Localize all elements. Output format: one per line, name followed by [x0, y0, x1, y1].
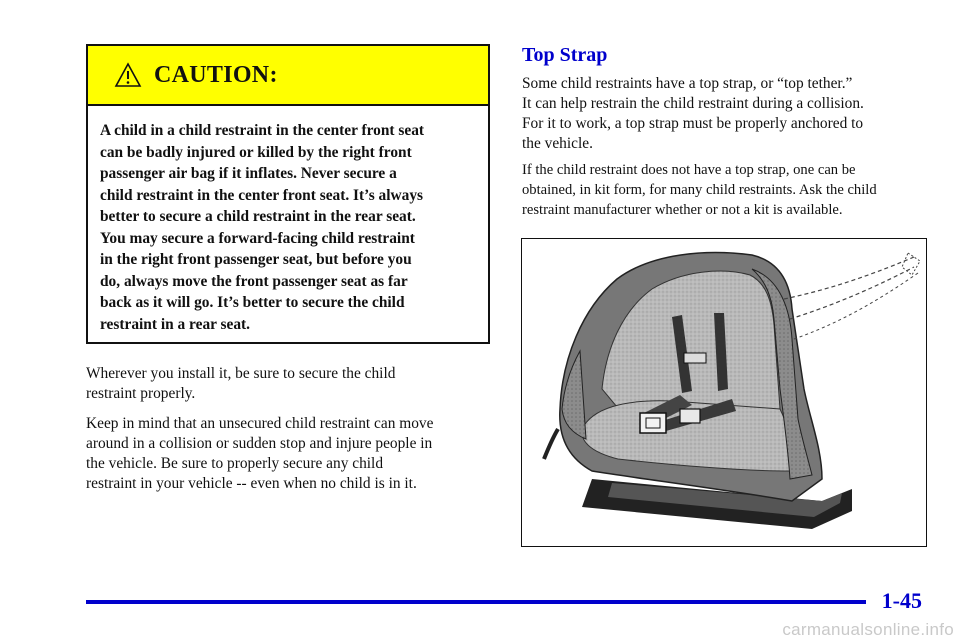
child-seat-illustration [521, 238, 927, 547]
body-paragraph [522, 74, 932, 154]
caution-text [88, 106, 488, 335]
child-seat-drawing [522, 239, 925, 545]
text-line: Keep in mind that an unsecured child restraint can move [86, 415, 434, 432]
caution-box [86, 44, 490, 344]
caution-line: better to secure a child restraint in the rear seat. [100, 208, 416, 225]
caution-line: child restraint in the center front seat. It’s always [100, 186, 424, 204]
footer-rule [86, 600, 866, 604]
text-line: restraint manufacturer whether or not a kit is available. [522, 202, 843, 218]
text-line: For it to work, a top strap must be properly anchored to [522, 115, 864, 132]
caution-line: in the right front passenger seat, but before you [100, 251, 412, 268]
text-line: Some child restraints have a top strap, or “top tether.” [522, 75, 853, 92]
text-line: around in a collision or sudden stop and injure people in [86, 435, 433, 452]
caution-line: back as it will go. It’s better to secure the child [100, 294, 405, 311]
warning-triangle-icon [114, 62, 142, 88]
text-line: restraint properly. [86, 385, 196, 402]
caution-line: A child in a child restraint in the center front seat [100, 122, 425, 139]
section-title: Top Strap [522, 44, 608, 66]
text-line: It can help restrain the child restraint during a collision. [522, 95, 864, 112]
caution-line: You may secure a forward-facing child restraint [100, 229, 415, 247]
body-paragraph [86, 414, 492, 494]
caution-title: CAUTION: [154, 61, 278, 88]
body-paragraph [522, 160, 932, 220]
caution-line: passenger air bag if it inflates. Never secure a [100, 165, 397, 182]
caution-line: can be badly injured or killed by the right front [100, 143, 412, 161]
text-line: the vehicle. Be sure to properly secure any child [86, 455, 384, 472]
text-line: Wherever you install it, be sure to secure the child [86, 365, 396, 382]
caution-line: restraint in a rear seat. [100, 315, 251, 333]
watermark: carmanualsonline.info [782, 620, 954, 639]
body-paragraph [86, 364, 492, 404]
caution-line: do, always move the front passenger seat as far [100, 272, 408, 290]
text-line: If the child restraint does not have a top strap, one can be [522, 162, 856, 178]
text-line: the vehicle. [522, 135, 593, 152]
text-line: obtained, in kit form, for many child restraints. Ask the child [522, 182, 877, 198]
text-line: restraint in your vehicle -- even when no child is in it. [86, 475, 417, 492]
page-number: 1-45 [881, 588, 922, 613]
caution-header [88, 46, 488, 106]
